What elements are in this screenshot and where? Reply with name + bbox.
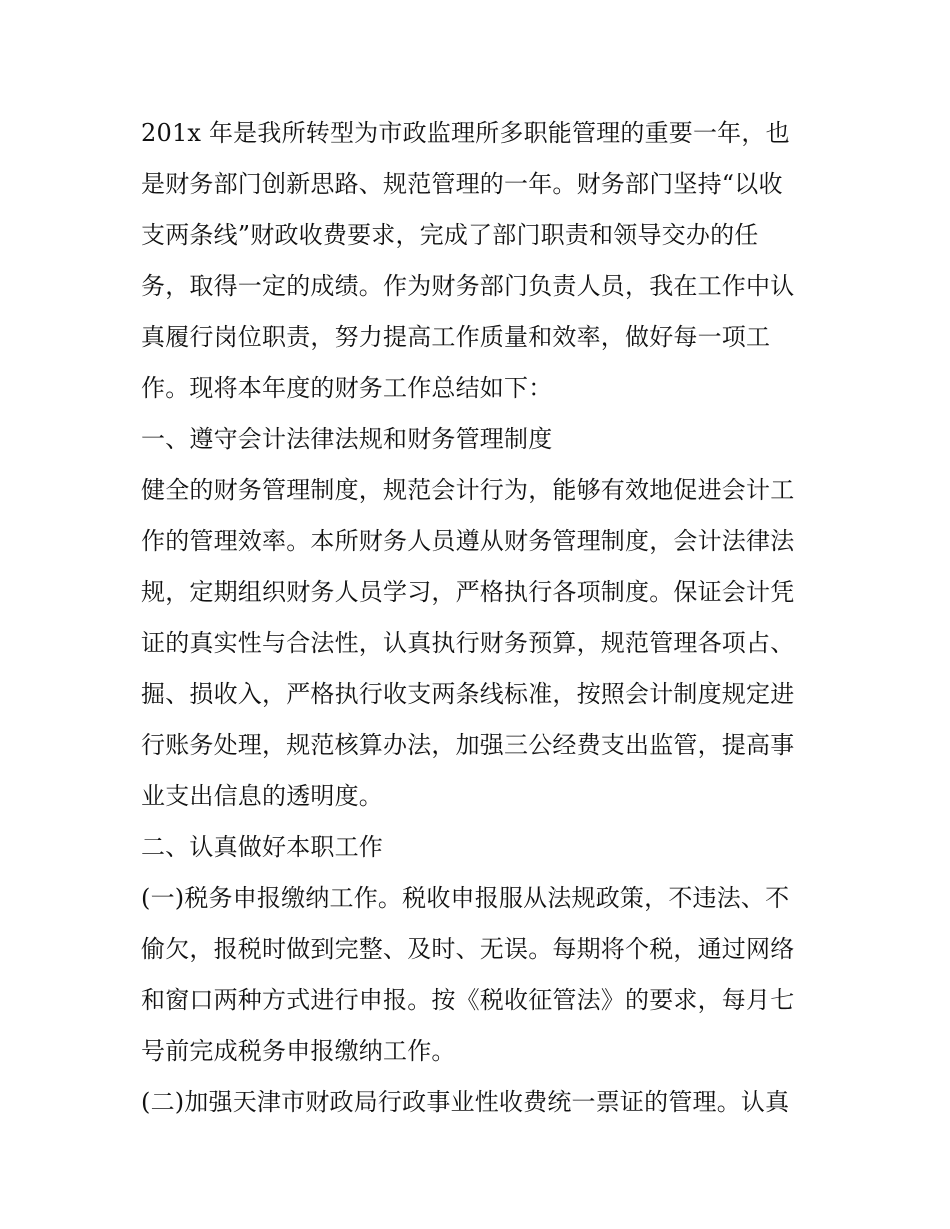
text-line: 是财务部门创新思路、规范管理的一年。财务部门坚持“以收	[141, 170, 783, 198]
text-line: 健全的财务管理制度，规范会计行为，能够有效地促进会计工	[141, 476, 795, 504]
text-line: (一)税务申报缴纳工作。税收申报服从法规政策，不违法、不	[141, 884, 790, 912]
text-line: 201x 年是我所转型为市政监理所多职能管理的重要一年，也	[141, 119, 790, 147]
text-line: 务，取得一定的成绩。作为财务部门负责人员，我在工作中认	[141, 272, 795, 300]
text-line: 偷欠，报税时做到完整、及时、无误。每期将个税，通过网络	[141, 935, 795, 963]
text-line: 业支出信息的透明度。	[141, 782, 383, 810]
text-line: 和窗口两种方式进行申报。按《税收征管法》的要求，每月七	[141, 986, 795, 1014]
text-line: 支两条线”财政收费要求，完成了部门职责和领导交办的任	[141, 221, 759, 249]
document-body	[141, 108, 821, 1128]
text-line: 掘、损收入，严格执行收支两条线标准，按照会计制度规定进	[141, 680, 795, 708]
text-line: 作的管理效率。本所财务人员遵从财务管理制度，会计法律法	[141, 527, 795, 555]
text-line: (二)加强天津市财政局行政事业性收费统一票证的管理。认真	[141, 1088, 790, 1116]
text-line: 规，定期组织财务人员学习，严格执行各项制度。保证会计凭	[141, 578, 795, 606]
section-heading: 一、遵守会计法律法规和财务管理制度	[141, 425, 553, 453]
text-line: 作。现将本年度的财务工作总结如下：	[141, 374, 553, 402]
text-line: 证的真实性与合法性，认真执行财务预算，规范管理各项占、	[141, 629, 795, 657]
section-heading: 二、认真做好本职工作	[141, 833, 383, 861]
text-line: 真履行岗位职责，努力提高工作质量和效率，做好每一项工	[141, 323, 771, 351]
text-line: 号前完成税务申报缴纳工作。	[141, 1037, 456, 1065]
text-line: 行账务处理，规范核算办法，加强三公经费支出监管，提高事	[141, 731, 795, 759]
